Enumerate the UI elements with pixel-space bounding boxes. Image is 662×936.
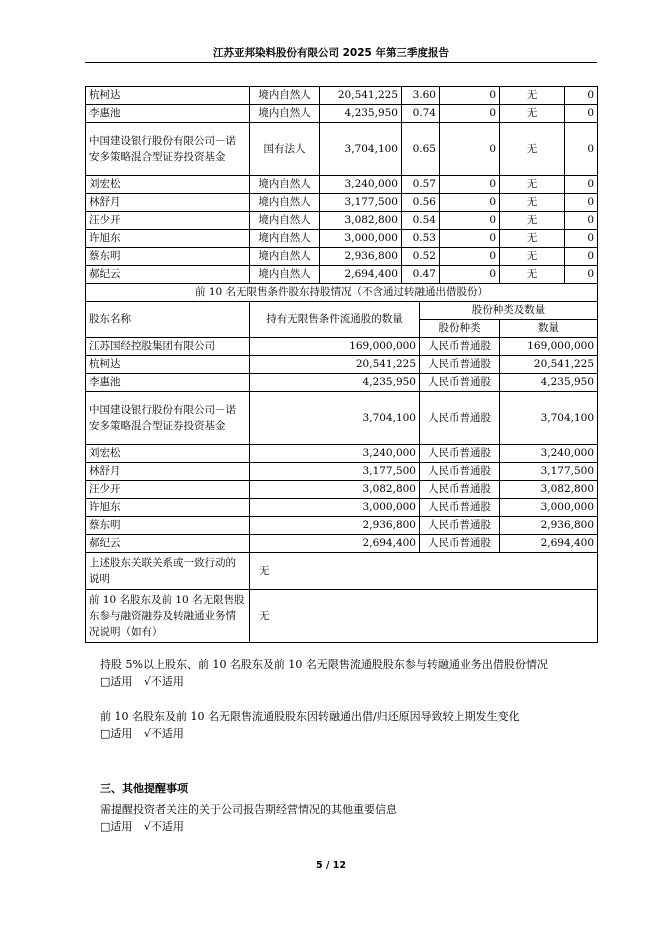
cell-name: 林舒月 <box>86 194 250 212</box>
cell-ratio: 3.60 <box>402 87 440 105</box>
cell-nature: 境内自然人 <box>250 105 320 123</box>
cell-qty: 3,704,100 <box>250 392 420 445</box>
cell-restricted: 0 <box>440 230 500 248</box>
section-3-heading: 三、其他提醒事项 <box>100 782 188 795</box>
cell-pledge-qty: 0 <box>565 87 598 105</box>
cell-name: 许旭东 <box>86 230 250 248</box>
cell-pledge-status: 无 <box>500 105 565 123</box>
table-row <box>86 194 598 212</box>
cell-pledge-status: 无 <box>500 87 565 105</box>
cell-name: 蔡东明 <box>86 248 250 266</box>
cell-name: 刘宏松 <box>86 176 250 194</box>
cell-name: 江苏国经控股集团有限公司 <box>86 338 250 356</box>
cell-shares: 2,936,800 <box>320 248 402 266</box>
table-row <box>86 87 598 105</box>
cell-qty: 169,000,000 <box>250 338 420 356</box>
cell-qty: 3,082,800 <box>250 481 420 499</box>
cell-qty: 2,936,800 <box>250 517 420 535</box>
cell-nature: 境内自然人 <box>250 230 320 248</box>
table-row <box>86 517 598 535</box>
cell-nature: 国有法人 <box>250 123 320 176</box>
cell-name: 中国建设银行股份有限公司－诺安多策略混合型证券投资基金 <box>86 123 250 176</box>
page-number: 5 / 12 <box>316 860 346 871</box>
header-divider <box>85 62 597 63</box>
cell-pledge-qty: 0 <box>565 123 598 176</box>
cell-nature: 境内自然人 <box>250 87 320 105</box>
cell-name: 刘宏松 <box>86 445 250 463</box>
unrestricted-title-row <box>86 284 598 302</box>
cell-amount: 2,936,800 <box>500 517 598 535</box>
cell-restricted: 0 <box>440 266 500 284</box>
cell-amount: 4,235,950 <box>500 374 598 392</box>
table-row <box>86 374 598 392</box>
cell-amount: 20,541,225 <box>500 356 598 374</box>
cell-amount: 3,000,000 <box>500 499 598 517</box>
option-apply-checkbox[interactable]: □适用 <box>100 727 133 740</box>
cell-pledge-qty: 0 <box>565 105 598 123</box>
note-lending-text: 持股 5%以上股东、前 10 名股东及前 10 名无限售流通股股东参与转融通业务出借股份情况 <box>100 658 548 671</box>
cell-pledge-qty: 0 <box>565 230 598 248</box>
note-lending <box>100 656 548 690</box>
cell-ratio: 0.47 <box>402 266 440 284</box>
table-row <box>86 248 598 266</box>
relation-label: 上述股东关联关系或一致行动的说明 <box>86 553 250 590</box>
unrestricted-title: 前 10 名无限售条件股东持股情况（不含通过转融通出借股份） <box>86 284 598 302</box>
cell-qty: 20,541,225 <box>250 356 420 374</box>
cell-qty: 3,000,000 <box>250 499 420 517</box>
cell-pledge-qty: 0 <box>565 266 598 284</box>
option-not-apply-checkbox[interactable]: √不适用 <box>143 727 184 740</box>
cell-type: 人民币普通股 <box>420 517 500 535</box>
cell-nature: 境内自然人 <box>250 212 320 230</box>
table-row <box>86 445 598 463</box>
table-row <box>86 499 598 517</box>
cell-shares: 3,240,000 <box>320 176 402 194</box>
cell-ratio: 0.56 <box>402 194 440 212</box>
col-header-type: 股份种类 <box>420 320 500 338</box>
cell-ratio: 0.54 <box>402 212 440 230</box>
cell-qty: 3,240,000 <box>250 445 420 463</box>
cell-name: 蔡东明 <box>86 517 250 535</box>
table-row <box>86 230 598 248</box>
unrestricted-shareholders-table <box>85 283 598 643</box>
cell-restricted: 0 <box>440 248 500 266</box>
cell-pledge-status: 无 <box>500 123 565 176</box>
margin-value: 无 <box>250 590 598 643</box>
table-row <box>86 356 598 374</box>
col-header-qty: 持有无限售条件流通股的数量 <box>250 302 420 338</box>
top10-shareholders-table <box>85 86 598 284</box>
col-header-name: 股东名称 <box>86 302 250 338</box>
section-3-body <box>100 801 397 835</box>
cell-name: 郝纪云 <box>86 535 250 553</box>
cell-nature: 境内自然人 <box>250 194 320 212</box>
relation-row <box>86 553 598 590</box>
cell-shares: 3,704,100 <box>320 123 402 176</box>
cell-qty: 3,177,500 <box>250 463 420 481</box>
cell-type: 人民币普通股 <box>420 463 500 481</box>
cell-shares: 3,000,000 <box>320 230 402 248</box>
table-row <box>86 463 598 481</box>
note-change <box>100 708 520 742</box>
cell-nature: 境内自然人 <box>250 266 320 284</box>
cell-type: 人民币普通股 <box>420 535 500 553</box>
cell-amount: 3,240,000 <box>500 445 598 463</box>
cell-pledge-status: 无 <box>500 230 565 248</box>
cell-amount: 3,704,100 <box>500 392 598 445</box>
cell-name: 李惠池 <box>86 374 250 392</box>
cell-nature: 境内自然人 <box>250 248 320 266</box>
margin-label: 前 10 名股东及前 10 名无限售股东参与融资融券及转融通业务情况说明（如有） <box>86 590 250 643</box>
cell-pledge-status: 无 <box>500 266 565 284</box>
cell-ratio: 0.53 <box>402 230 440 248</box>
cell-pledge-status: 无 <box>500 212 565 230</box>
cell-name: 林舒月 <box>86 463 250 481</box>
table-row <box>86 212 598 230</box>
cell-ratio: 0.57 <box>402 176 440 194</box>
table-row <box>86 105 598 123</box>
option-not-apply-checkbox[interactable]: √不适用 <box>143 820 184 833</box>
margin-row <box>86 590 598 643</box>
cell-restricted: 0 <box>440 176 500 194</box>
relation-value: 无 <box>250 553 598 590</box>
table-row <box>86 123 598 176</box>
table-row <box>86 176 598 194</box>
cell-pledge-status: 无 <box>500 248 565 266</box>
cell-type: 人民币普通股 <box>420 499 500 517</box>
cell-name: 许旭东 <box>86 499 250 517</box>
cell-name: 杭柯达 <box>86 87 250 105</box>
option-apply-checkbox[interactable]: □适用 <box>100 820 133 833</box>
cell-name: 汪少开 <box>86 212 250 230</box>
cell-shares: 4,235,950 <box>320 105 402 123</box>
cell-type: 人民币普通股 <box>420 445 500 463</box>
cell-pledge-qty: 0 <box>565 212 598 230</box>
unrestricted-header-row-1 <box>86 302 598 320</box>
table-row <box>86 535 598 553</box>
section-3-text: 需提醒投资者关注的关于公司报告期经营情况的其他重要信息 <box>100 803 397 816</box>
cell-restricted: 0 <box>440 105 500 123</box>
note-change-text: 前 10 名股东及前 10 名无限售流通股股东因转融通出借/归还原因导致较上期发生变化 <box>100 710 520 723</box>
report-header: 江苏亚邦染料股份有限公司 2025 年第三季度报告 <box>212 47 450 59</box>
cell-restricted: 0 <box>440 212 500 230</box>
cell-restricted: 0 <box>440 123 500 176</box>
cell-shares: 20,541,225 <box>320 87 402 105</box>
cell-pledge-qty: 0 <box>565 176 598 194</box>
cell-pledge-qty: 0 <box>565 248 598 266</box>
cell-shares: 2,694,400 <box>320 266 402 284</box>
cell-type: 人民币普通股 <box>420 356 500 374</box>
cell-pledge-status: 无 <box>500 176 565 194</box>
cell-shares: 3,082,800 <box>320 212 402 230</box>
cell-amount: 3,177,500 <box>500 463 598 481</box>
cell-amount: 2,694,400 <box>500 535 598 553</box>
cell-ratio: 0.74 <box>402 105 440 123</box>
cell-amount: 3,082,800 <box>500 481 598 499</box>
cell-restricted: 0 <box>440 87 500 105</box>
cell-name: 李惠池 <box>86 105 250 123</box>
cell-nature: 境内自然人 <box>250 176 320 194</box>
cell-qty: 4,235,950 <box>250 374 420 392</box>
cell-shares: 3,177,500 <box>320 194 402 212</box>
cell-name: 汪少开 <box>86 481 250 499</box>
cell-type: 人民币普通股 <box>420 374 500 392</box>
option-not-apply-checkbox[interactable]: √不适用 <box>143 675 184 688</box>
cell-type: 人民币普通股 <box>420 481 500 499</box>
cell-pledge-status: 无 <box>500 194 565 212</box>
cell-type: 人民币普通股 <box>420 338 500 356</box>
cell-name: 杭柯达 <box>86 356 250 374</box>
cell-pledge-qty: 0 <box>565 194 598 212</box>
table-row <box>86 392 598 445</box>
table-row <box>86 338 598 356</box>
cell-name: 中国建设银行股份有限公司－诺安多策略混合型证券投资基金 <box>86 392 250 445</box>
cell-ratio: 0.52 <box>402 248 440 266</box>
table-row <box>86 481 598 499</box>
table-row <box>86 266 598 284</box>
cell-qty: 2,694,400 <box>250 535 420 553</box>
cell-restricted: 0 <box>440 194 500 212</box>
cell-ratio: 0.65 <box>402 123 440 176</box>
cell-name: 郝纪云 <box>86 266 250 284</box>
col-header-group: 股份种类及数量 <box>420 302 598 320</box>
cell-type: 人民币普通股 <box>420 392 500 445</box>
col-header-amount: 数量 <box>500 320 598 338</box>
option-apply-checkbox[interactable]: □适用 <box>100 675 133 688</box>
cell-amount: 169,000,000 <box>500 338 598 356</box>
